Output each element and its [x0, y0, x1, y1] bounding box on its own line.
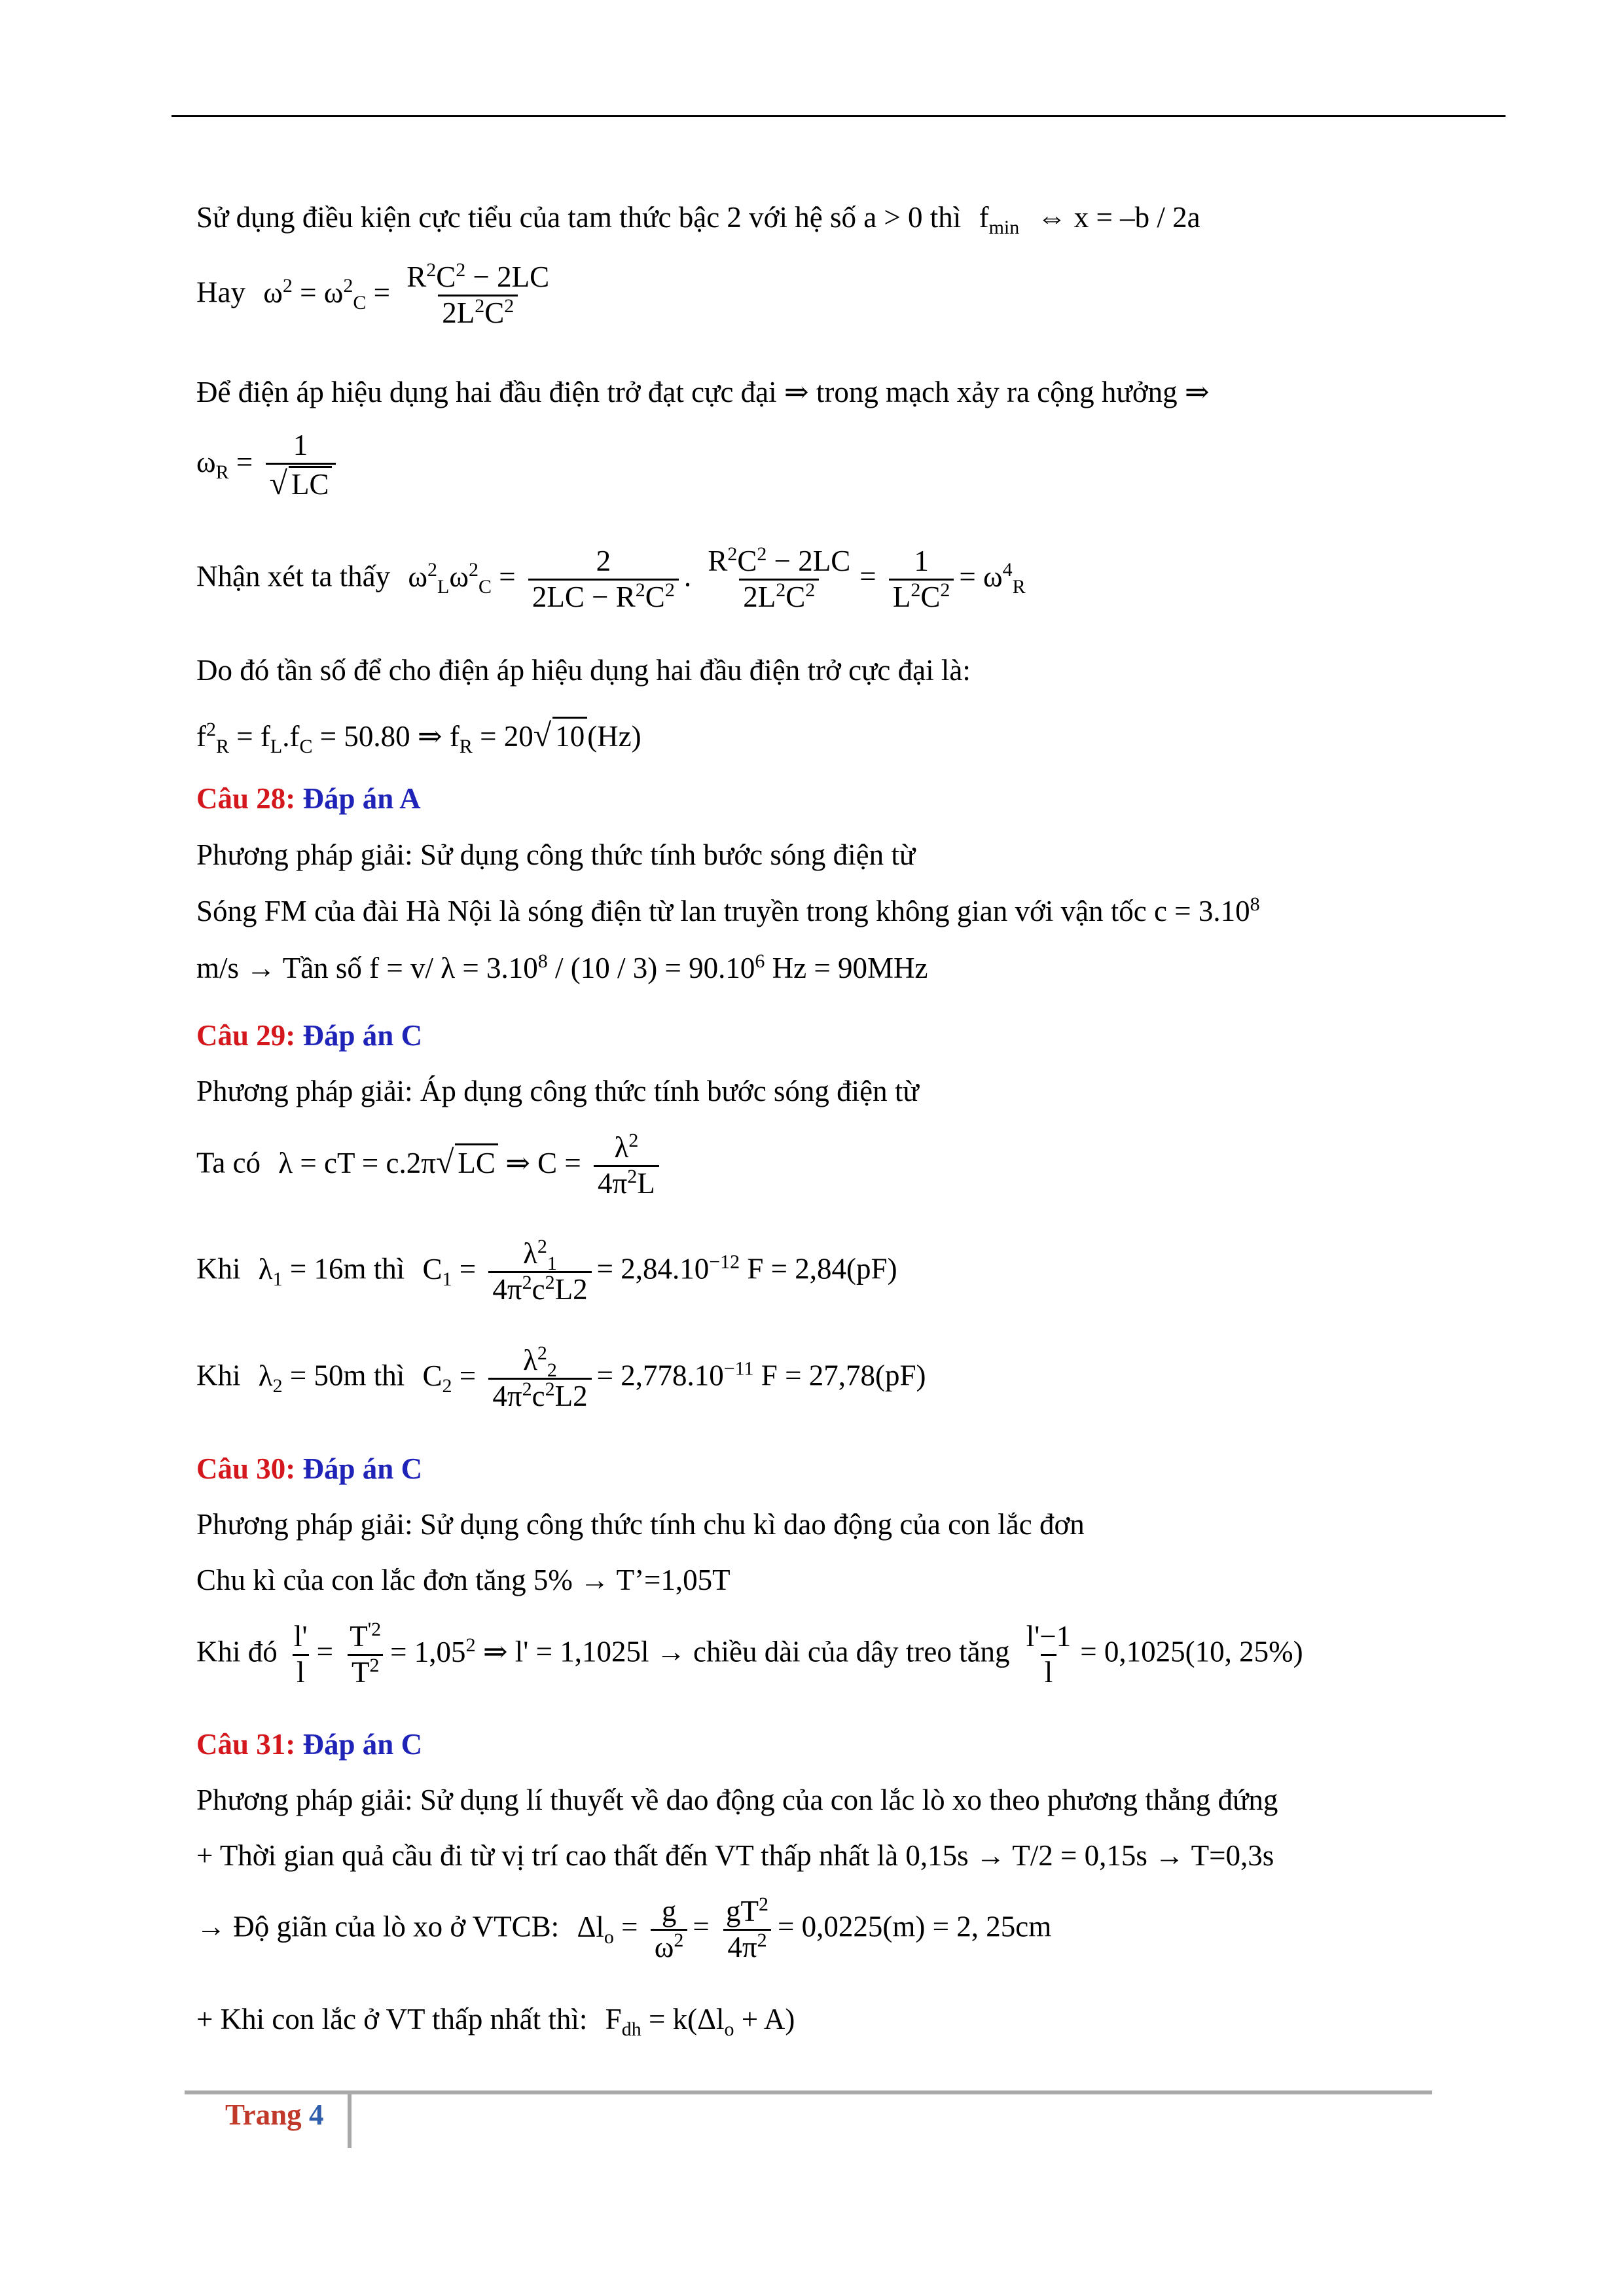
fraction: $\frac{2}{2LC - R^2C^2}$	[528, 545, 679, 615]
fraction: $\frac{l'}{l}$	[294, 1620, 308, 1689]
question-heading-30: Câu 30: Đáp án C	[196, 1452, 423, 1485]
text-line: Chu kì của con lắc đơn tăng 5% → T’=1,05T	[196, 1564, 731, 1596]
fraction: $\frac{\lambda^2_2}{4\pi^2c^2L2}$	[488, 1344, 591, 1414]
question-heading-28: Câu 28: Đáp án A	[196, 782, 421, 815]
formula-line: Khi $\lambda_2 = 50m$ thì $C_2$ = $\frac{\lambda^2_2}{4\pi^2c^2L2}$ = $2,778.10^{-11}$ F = 27,78(pF)	[196, 1342, 926, 1412]
page-number: Trang 4	[225, 2098, 324, 2131]
formula-line: → Độ giãn của lò xo ở VTCB: $\Delta l_o$ = $\frac{g}{\omega^2}$ = $\frac{gT^2}{4\pi^2}$ = 0,0225(m) = 2, 25cm	[196, 1893, 1052, 1964]
formula-line: + Khi con lắc ở VT thấp nhất thì: $F_{dh} = k(\Delta l_o + A)$	[196, 2003, 795, 2040]
fraction: $\frac{1}{√ LC}$	[266, 429, 336, 502]
text-line: Sóng FM của đài Hà Nội là sóng điện từ lan truyền trong không gian với vận tốc $c = 3.10^8$	[196, 893, 1260, 927]
question-heading-31: Câu 31: Đáp án C	[196, 1728, 423, 1761]
fraction: $\frac{1}{L^2C^2}$	[889, 545, 954, 615]
formula-line: $\omega_R$ = $\frac{1}{√ LC}$	[196, 429, 341, 502]
text-line: + Thời gian quả cầu đi từ vị trí cao thất đến VT thấp nhất là 0,15s → T/2 = 0,15s → T=0,3s	[196, 1839, 1274, 1872]
formula-line: Ta có λ = cT = c.2π√ LC ⇒ C = $\frac{\lambda^2}{4\pi^2L}$	[196, 1131, 664, 1201]
text-line: Phương pháp giải: Sử dụng công thức tính chu kì dao động của con lắc đơn	[196, 1508, 1085, 1541]
formula-line: Nhận xét ta thấy $\omega^2_L\omega^2_C$ = $\frac{2}{2LC - R^2C^2}$ . $\frac{R^2C^2 - 2LC}{2L^2C^2}$ = $\frac{1}{L^2C^2}$ = $\omega^4_R$	[196, 543, 1026, 613]
header-rule	[171, 115, 1506, 117]
footer-rule	[185, 2090, 1432, 2094]
fraction: $\frac{g}{\omega^2}$	[651, 1895, 688, 1965]
formula-line: Khi $\lambda_1 = 16m$ thì $C_1$ = $\frac{\lambda^2_1}{4\pi^2c^2L2}$ = $2,84.10^{-12}$ F = 2,84(pF)	[196, 1236, 897, 1306]
footer-divider	[348, 2093, 352, 2148]
fraction: $\frac{R^2C^2 - 2LC}{2L^2C^2}$	[708, 543, 851, 613]
text-line: Để điện áp hiệu dụng hai đầu điện trở đạt cực đại ⇒ trong mạch xảy ra cộng hưởng ⇒	[196, 376, 1210, 408]
fraction: $\frac{\lambda^2_1}{4\pi^2c^2L2}$	[488, 1237, 591, 1307]
text-line: Sử dụng điều kiện cực tiểu của tam thức bậc 2 với hệ số a > 0 thì $f_{min}$ ⇔ x = –b / 2a	[196, 201, 1200, 238]
text-line: Phương pháp giải: Sử dụng lí thuyết về dao động của con lắc lò xo theo phương thẳng đứng	[196, 1784, 1278, 1816]
question-heading-29: Câu 29: Đáp án C	[196, 1019, 423, 1052]
formula-line: $f^2_R = f_L.f_C = 50.80$ ⇒ $f_R = 20√$ 10(Hz)	[196, 717, 641, 757]
text-line: Phương pháp giải: Áp dụng công thức tính bước sóng điện từ	[196, 1075, 919, 1107]
fraction: $\frac{l'-1}{l}$	[1026, 1620, 1072, 1689]
formula-line: Khi đó $\frac{l'}{l}$ = $\frac{T^{'2}}{T^2}$ = $1,05^2$ ⇒ l' = 1,1025l → chiều dài của dây treo tăng $\frac{l'-1}{l}$ = 0,1025(10, 25%)	[196, 1619, 1303, 1689]
fraction: $\frac{T^{'2}}{T^2}$	[346, 1620, 385, 1690]
formula-line: Hay $\omega^2 = \omega^2_C$ = $\frac{R^2C^2 - 2LC}{2L^2C^2}$	[196, 260, 558, 331]
text-line: Phương pháp giải: Sử dụng công thức tính bước sóng điện từ	[196, 838, 916, 871]
fraction: $\frac{R^2C^2 - 2LC}{2L^2C^2}$	[406, 259, 550, 329]
text-line: Do đó tần số để cho điện áp hiệu dụng hai đầu điện trở cực đại là:	[196, 654, 971, 687]
text-line: m/s → Tần số f = v/ $\lambda = 3.10^8 / (10 / 3) = 90.10^6$ Hz = 90MHz	[196, 950, 928, 984]
fraction: $\frac{gT^2}{4\pi^2}$	[722, 1895, 772, 1965]
fraction: $\frac{\lambda^2}{4\pi^2L}$	[594, 1131, 659, 1201]
